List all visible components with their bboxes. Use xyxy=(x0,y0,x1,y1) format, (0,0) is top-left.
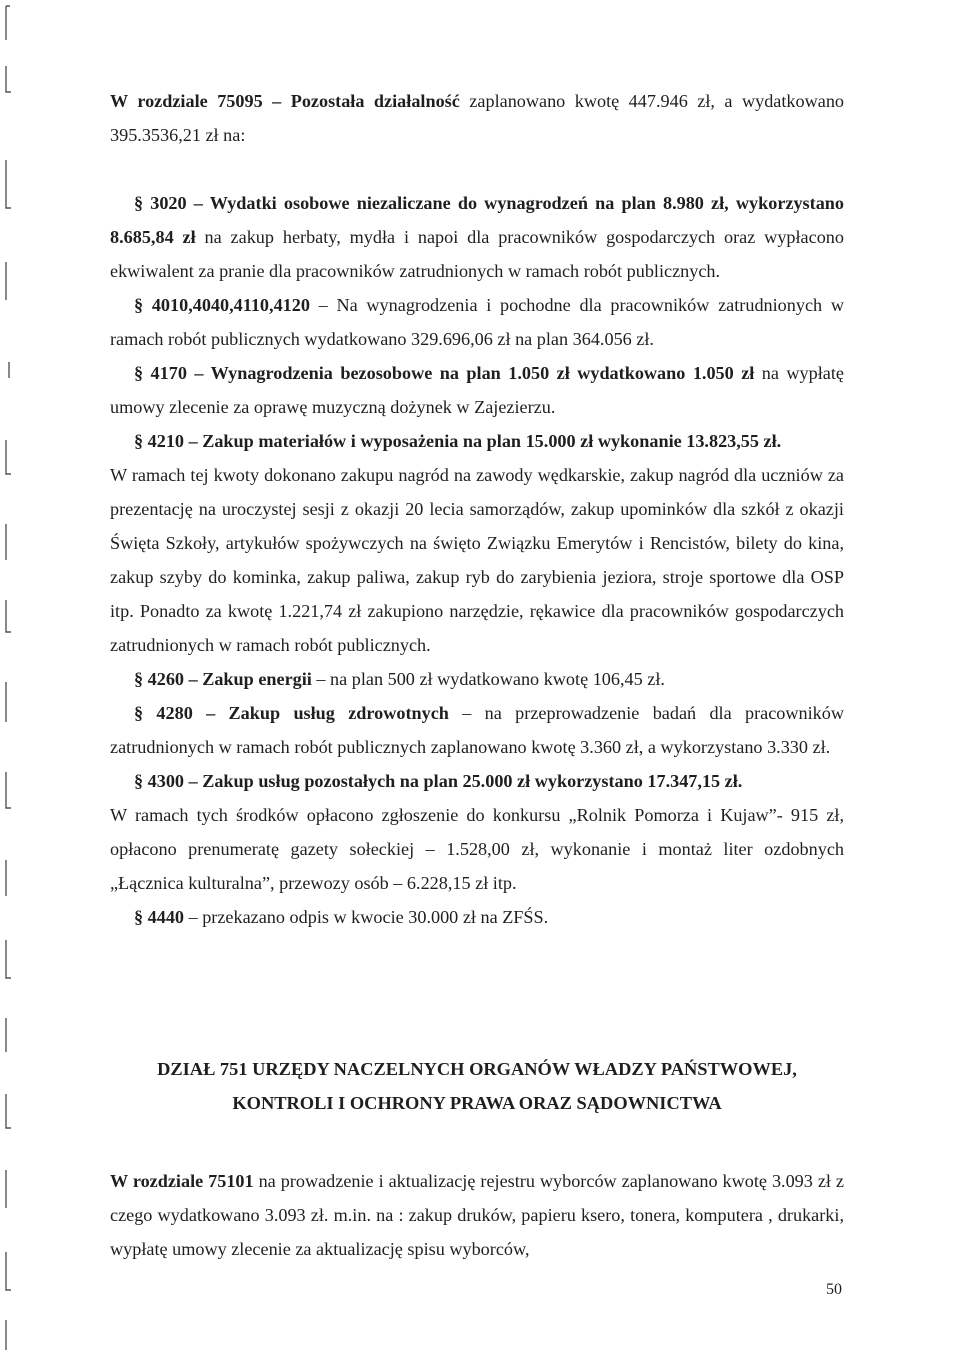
paragraph-4440: § 4440 – przekazano odpis w kwocie 30.000 zł na ZFŚS. xyxy=(134,907,549,927)
paragraph-4210: § 4210 – Zakup materiałów i wyposażenia na plan 15.000 zł wykonanie 13.823,55 zł. xyxy=(134,431,782,451)
paragraph-4280: § 4280 – Zakup usług zdrowotnych – na przeprowadzenie badań dla pracowników zatrudnionych w ramach robót publicznych zaplanowano kwotę 3.360 zł, a wykorzystano 3.330 zł. xyxy=(110,703,844,757)
section-75095-intro: W rozdziale 75095 – Pozostała działalność zaplanowano kwotę 447.946 zł, a wydatkowano 395.3536,21 zł na: xyxy=(110,91,845,145)
paragraph-3020: § 3020 – Wydatki osobowe niezaliczane do wynagrodzeń na plan 8.980 zł, wykorzystano 8.685,84 zł na zakup herbaty, mydła i napoi dla pracowników gospodarczych oraz wypłacono ekwiwalent za pranie dla pracowników zatrudnionych w ramach robót publicznych. xyxy=(110,193,844,281)
paragraph-4300: § 4300 – Zakup usług pozostałych na plan 25.000 zł wykorzystano 17.347,15 zł. xyxy=(134,771,743,791)
section-75095-title: W rozdziale 75095 – Pozostała działalność xyxy=(110,91,460,111)
dzial-751-heading-line1: DZIAŁ 751 URZĘDY NACZELNYCH ORGANÓW WŁADZY PAŃSTWOWEJ, xyxy=(157,1059,797,1079)
page-number: 50 xyxy=(826,1281,842,1298)
paragraph-4210-description: W ramach tej kwoty dokonano zakupu nagród na zawody wędkarskie, zakup nagród dla uczniów za prezentację na uroczystej sesji z okazji 20 lecia samorządów, zakup upominków dla szkół z okazji Święta Szkoły, artykułów spożywczych na święto Związku Emerytów i Rencistów, bilety do kina, zakup szyby do kominka, zakup paliwa, zakup ryb do zarybienia jeziora, stroje sportowe dla OSP itp. Ponadto za kwotę 1.221,74 zł zakupiono narzędzie, rękawice dla pracowników gospodarczych zatrudnionych w ramach robót publicznych. xyxy=(110,465,844,655)
paragraph-4300-description: W ramach tych środków opłacono zgłoszenie do konkursu „Rolnik Pomorza i Kujaw”- 915 zł, opłacono prenumeratę gazety sołeckiej – 1.528,00 zł, wykonanie i montaż liter ozdobnych „Łącznica kulturalna”, przewozy osób – 6.228,15 zł itp. xyxy=(110,805,844,893)
paragraph-4010: § 4010,4040,4110,4120 – Na wynagrodzenia i pochodne dla pracowników zatrudnionych w ramach robót publicznych wydatkowano 329.696,06 zł na plan 364.056 zł. xyxy=(110,295,844,349)
dzial-751-heading-line2: KONTROLI I OCHRONY PRAWA ORAZ SĄDOWNICTWA xyxy=(232,1093,722,1113)
paragraph-4170: § 4170 – Wynagrodzenia bezosobowe na plan 1.050 zł wydatkowano 1.050 zł na wypłatę umowy zlecenie za oprawę muzyczną dożynek w Zajezierzu. xyxy=(110,363,844,417)
section-75101-title: W rozdziale 75101 xyxy=(110,1171,254,1191)
margin-marks xyxy=(0,0,20,1357)
section-75101-paragraph: W rozdziale 75101 na prowadzenie i aktualizację rejestru wyborców zaplanowano kwotę 3.093 zł z czego wydatkowano 3.093 zł. m.in. na : zakup druków, papieru ksero, tonera, komputera , drukarki, wypłatę umowy zlecenie za aktualizację spisu wyborców, xyxy=(110,1171,844,1259)
document-body xyxy=(110,84,844,1266)
paragraph-4260: § 4260 – Zakup energii – na plan 500 zł wydatkowano kwotę 106,45 zł. xyxy=(134,669,665,689)
